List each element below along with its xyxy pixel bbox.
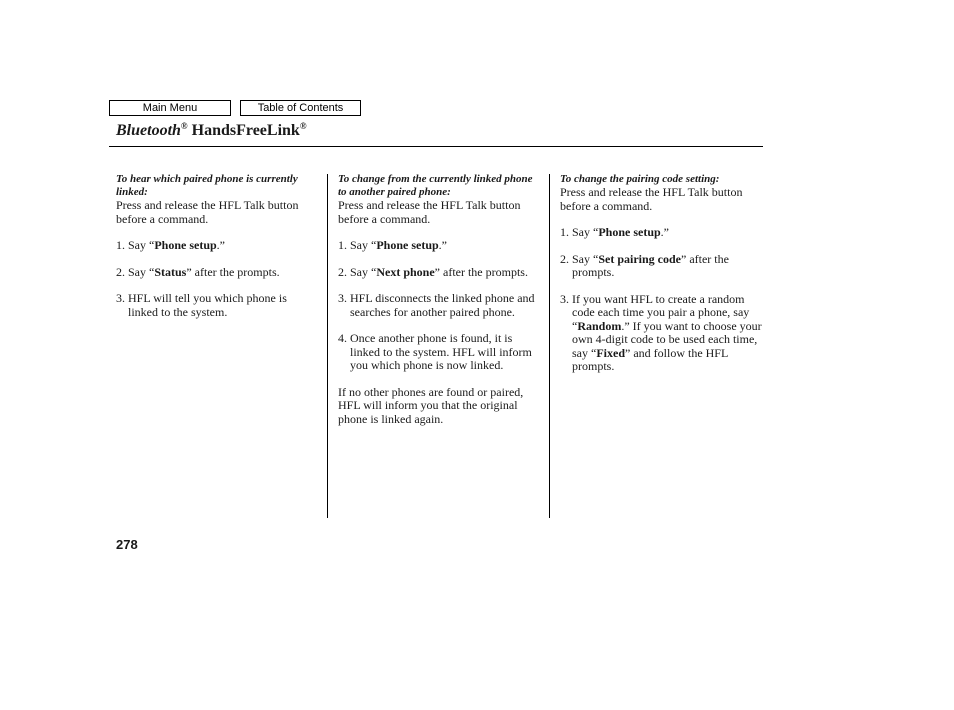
column-intro: Press and release the HFL Talk button before a command. xyxy=(116,198,299,226)
voice-command: Random xyxy=(577,318,622,333)
step-number: 2. xyxy=(560,251,569,266)
step-text: ” after the prompts. xyxy=(572,251,729,279)
step-text: ” after the prompts. xyxy=(434,264,528,279)
step-text: .” If you want to choose your own 4-digit code to be used each time, say “ xyxy=(572,318,762,360)
step-item xyxy=(338,292,542,319)
step-text: Say “ xyxy=(128,238,155,252)
column-divider xyxy=(327,174,328,518)
registered-mark: ® xyxy=(299,121,307,131)
registered-mark: ® xyxy=(180,121,188,131)
step-text: ” after the prompts. xyxy=(186,264,280,279)
column-intro: Press and release the HFL Talk button before a command. xyxy=(338,198,521,226)
step-number: 1. xyxy=(338,238,347,252)
step-item xyxy=(116,292,316,319)
main-menu-button[interactable]: Main Menu xyxy=(109,100,231,116)
voice-command: Fixed xyxy=(596,345,625,360)
column-footer-note: If no other phones are found or paired, HFL will inform you that the original phone is linked again. xyxy=(338,384,524,426)
step-text: .” xyxy=(438,238,447,252)
step-text: .” xyxy=(216,238,225,252)
step-item xyxy=(560,293,764,374)
column-current-phone xyxy=(116,173,316,319)
column-change-phone xyxy=(338,173,542,426)
step-text: Say “ xyxy=(128,264,155,279)
column-heading: To change from the currently linked phone to another paired phone: xyxy=(338,173,533,198)
header-rule xyxy=(109,146,763,147)
step-text: .” xyxy=(660,225,669,239)
step-text: Say “ xyxy=(350,238,377,252)
column-pairing-code xyxy=(560,173,764,374)
column-intro: Press and release the HFL Talk button before a command. xyxy=(560,185,743,213)
step-number: 3. xyxy=(560,291,569,306)
step-item xyxy=(338,332,542,373)
step-number: 3. xyxy=(338,291,347,305)
step-text: ” and follow the HFL prompts. xyxy=(572,345,728,373)
column-heading: To change the pairing code setting: xyxy=(560,173,720,185)
step-item xyxy=(116,266,316,280)
step-number: 1. xyxy=(560,225,569,239)
step-text: HFL will tell you which phone is linked to the system. xyxy=(128,291,287,319)
voice-command: Status xyxy=(154,264,187,279)
page-number: 278 xyxy=(116,537,138,552)
voice-command: Phone setup xyxy=(154,238,217,252)
step-item xyxy=(560,253,764,280)
step-number: 2. xyxy=(338,264,347,279)
title-bluetooth: Bluetooth xyxy=(116,122,181,139)
title-handsfreelink: HandsFreeLink xyxy=(187,122,300,139)
column-divider xyxy=(549,174,550,518)
step-item xyxy=(338,239,542,253)
voice-command: Set pairing code xyxy=(598,251,681,266)
step-text: Say “ xyxy=(572,225,599,239)
page-title xyxy=(116,121,307,140)
step-item xyxy=(338,266,542,280)
table-of-contents-button[interactable]: Table of Contents xyxy=(240,100,361,116)
step-text: If you want HFL to create a random code each time you pair a phone, say “ xyxy=(572,291,750,333)
voice-command: Phone setup xyxy=(598,225,661,239)
voice-command: Phone setup xyxy=(376,238,439,252)
step-text: HFL disconnects the linked phone and searches for another paired phone. xyxy=(350,291,535,319)
step-number: 1. xyxy=(116,238,125,252)
step-item xyxy=(560,226,764,240)
step-number: 4. xyxy=(338,331,347,345)
step-number: 2. xyxy=(116,264,125,279)
step-number: 3. xyxy=(116,291,125,305)
step-text: Say “ xyxy=(572,251,599,266)
voice-command: Next phone xyxy=(376,264,435,279)
step-text: Once another phone is found, it is linked to the system. HFL will inform you which phone is now linked. xyxy=(350,331,532,372)
column-heading: To hear which paired phone is currently linked: xyxy=(116,173,298,198)
step-text: Say “ xyxy=(350,264,377,279)
step-item xyxy=(116,239,316,253)
